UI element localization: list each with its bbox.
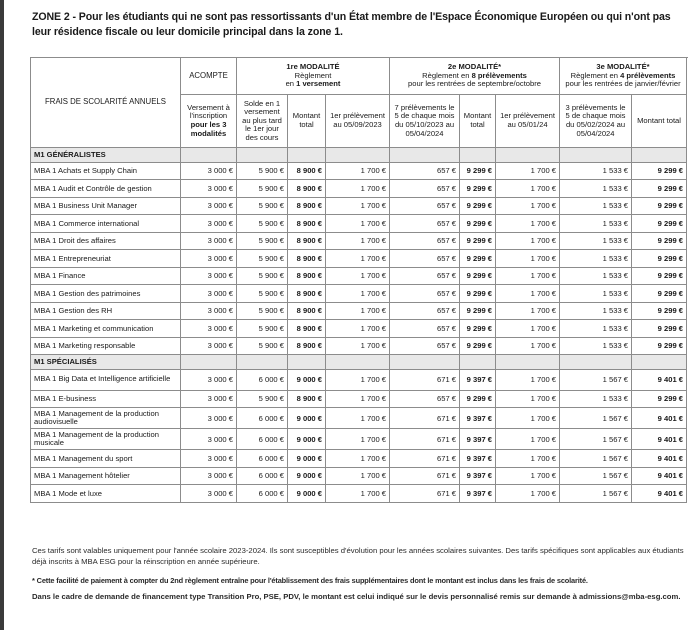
fee-cell: 1 700 € xyxy=(496,232,560,250)
fee-cell: 9 299 € xyxy=(460,267,496,285)
program-name: MBA 1 Marketing et communication xyxy=(31,320,181,338)
fee-cell: 9 397 € xyxy=(460,369,496,390)
footer-note-payment: * Cette facilité de paiement à compter du 2nd règlement entraîne pour l'établissement des frais supplémentaires dont le montant est inclus dans les frais de scolarité. xyxy=(32,576,588,585)
fee-cell: 1 567 € xyxy=(560,429,632,450)
fee-cell: 1 700 € xyxy=(496,180,560,198)
fee-cell: 657 € xyxy=(390,390,460,408)
fee-cell: 1 700 € xyxy=(326,215,390,233)
program-name: MBA 1 Achats et Supply Chain xyxy=(31,162,181,180)
fee-cell: 3 000 € xyxy=(181,337,237,355)
fee-cell: 9 397 € xyxy=(460,467,496,485)
section-empty-cell xyxy=(496,355,560,370)
fee-cell: 3 000 € xyxy=(181,197,237,215)
fee-cell: 9 299 € xyxy=(460,320,496,338)
fee-cell: 5 900 € xyxy=(237,180,288,198)
fee-cell: 1 700 € xyxy=(326,180,390,198)
fee-cell: 3 000 € xyxy=(181,250,237,268)
section-row xyxy=(31,148,687,163)
mod2-line3: pour les rentrées de septembre/octobre xyxy=(408,79,541,89)
fee-cell: 657 € xyxy=(390,180,460,198)
fee-cell: 9 000 € xyxy=(288,467,326,485)
fee-cell: 9 299 € xyxy=(460,180,496,198)
fee-cell: 9 401 € xyxy=(632,467,687,485)
footer-note-validity: Ces tarifs sont valables uniquement pour l'année scolaire 2023-2024. Ils sont susceptibles d'évolution pour les années scolaires suivantes. Des tarifs spécifiques sont applicables aux étudiants déjà inscrits à MBA ESG pour la réinscription en année supérieure. xyxy=(32,546,684,566)
header-mod3-total: Montant total xyxy=(632,95,687,148)
fee-cell: 1 533 € xyxy=(560,162,632,180)
fee-cell: 8 900 € xyxy=(288,197,326,215)
fee-cell: 3 000 € xyxy=(181,302,237,320)
header-mod3-monthly: 3 prélèvements le 5 de chaque mois du 05/02/2024 au 05/04/2024 xyxy=(560,95,632,148)
fee-cell: 9 299 € xyxy=(460,197,496,215)
fee-cell: 1 533 € xyxy=(560,197,632,215)
mod3-title: 3e MODALITÉ* xyxy=(596,62,650,72)
fee-cell: 9 299 € xyxy=(632,390,687,408)
fee-cell: 9 299 € xyxy=(632,232,687,250)
fee-cell: 9 397 € xyxy=(460,408,496,429)
fee-cell: 1 700 € xyxy=(496,197,560,215)
mod2-line2: Règlement en 8 prélèvements xyxy=(422,70,527,80)
fee-cell: 5 900 € xyxy=(237,337,288,355)
fee-cell: 1 567 € xyxy=(560,485,632,503)
section-empty-cell xyxy=(390,355,460,370)
fee-cell: 1 533 € xyxy=(560,285,632,303)
fee-cell: 9 000 € xyxy=(288,369,326,390)
fee-cell: 1 700 € xyxy=(326,197,390,215)
fee-cell: 5 900 € xyxy=(237,390,288,408)
fee-cell: 1 700 € xyxy=(326,467,390,485)
fee-cell: 1 700 € xyxy=(496,390,560,408)
fee-cell: 1 700 € xyxy=(326,337,390,355)
fee-cell: 3 000 € xyxy=(181,429,237,450)
header-mod1 xyxy=(237,58,390,95)
section-empty-cell xyxy=(288,148,326,163)
left-border-line xyxy=(0,0,4,630)
fee-cell: 9 299 € xyxy=(460,250,496,268)
fees-body xyxy=(31,148,687,503)
fee-cell: 3 000 € xyxy=(181,467,237,485)
program-name: MBA 1 Big Data et Intelligence artificielle xyxy=(31,369,181,390)
header-mod1-total: Montant total xyxy=(288,95,326,148)
fee-cell: 3 000 € xyxy=(181,408,237,429)
fee-cell: 9 401 € xyxy=(632,408,687,429)
program-name: MBA 1 Gestion des patrimoines xyxy=(31,285,181,303)
table-row xyxy=(31,215,687,233)
program-name: MBA 1 Entrepreneuriat xyxy=(31,250,181,268)
fee-cell: 9 299 € xyxy=(460,285,496,303)
fee-cell: 9 000 € xyxy=(288,450,326,468)
fee-cell: 8 900 € xyxy=(288,302,326,320)
fee-cell: 5 900 € xyxy=(237,250,288,268)
fee-cell: 1 700 € xyxy=(326,162,390,180)
header-mod2 xyxy=(390,58,560,95)
program-name: MBA 1 Finance xyxy=(31,267,181,285)
fee-cell: 1 700 € xyxy=(326,250,390,268)
fee-cell: 9 397 € xyxy=(460,429,496,450)
fee-cell: 9 000 € xyxy=(288,485,326,503)
table-row xyxy=(31,250,687,268)
program-name: MBA 1 Management hôtelier xyxy=(31,467,181,485)
fees-table xyxy=(30,57,687,503)
fee-cell: 1 700 € xyxy=(496,320,560,338)
program-name: MBA 1 E-business xyxy=(31,390,181,408)
fee-cell: 3 000 € xyxy=(181,180,237,198)
section-empty-cell xyxy=(288,355,326,370)
table-row xyxy=(31,162,687,180)
fee-cell: 9 397 € xyxy=(460,450,496,468)
fee-cell: 3 000 € xyxy=(181,390,237,408)
fee-cell: 9 299 € xyxy=(460,302,496,320)
fee-cell: 671 € xyxy=(390,429,460,450)
fee-cell: 8 900 € xyxy=(288,180,326,198)
table-row xyxy=(31,429,687,450)
footer-note-financing: Dans le cadre de demande de financement type Transition Pro, PSE, PDV, le montant est celui indiqué sur le devis personnalisé remis sur demande à admissions@mba-esg.com. xyxy=(32,592,681,601)
mod1-line3: en 1 versement xyxy=(285,79,341,89)
section-empty-cell xyxy=(326,148,390,163)
fee-cell: 1 533 € xyxy=(560,267,632,285)
fee-cell: 1 700 € xyxy=(326,232,390,250)
table-row xyxy=(31,302,687,320)
fee-cell: 9 299 € xyxy=(632,320,687,338)
fee-cell: 5 900 € xyxy=(237,302,288,320)
fee-cell: 8 900 € xyxy=(288,267,326,285)
fee-cell: 9 299 € xyxy=(632,197,687,215)
fee-cell: 9 299 € xyxy=(632,250,687,268)
section-label: M1 SPÉCIALISÉS xyxy=(31,355,181,370)
table-row xyxy=(31,337,687,355)
fee-cell: 8 900 € xyxy=(288,162,326,180)
fee-cell: 9 401 € xyxy=(632,485,687,503)
fee-cell: 3 000 € xyxy=(181,162,237,180)
fee-cell: 3 000 € xyxy=(181,450,237,468)
fee-cell: 671 € xyxy=(390,450,460,468)
zone-title: ZONE 2 - Pour les étudiants qui ne sont pas ressortissants d'un État membre de l'Espace Économique Européen ou qui n'ont pas leur résidence fiscale ou leur domicile principal dans la zone 1. xyxy=(32,11,671,38)
fee-cell: 1 533 € xyxy=(560,215,632,233)
fee-cell: 5 900 € xyxy=(237,285,288,303)
table-row xyxy=(31,369,687,390)
fee-cell: 1 700 € xyxy=(326,320,390,338)
fee-cell: 6 000 € xyxy=(237,429,288,450)
fee-cell: 1 533 € xyxy=(560,250,632,268)
fee-cell: 9 299 € xyxy=(632,337,687,355)
fee-cell: 5 900 € xyxy=(237,232,288,250)
program-name: MBA 1 Commerce international xyxy=(31,215,181,233)
fee-cell: 1 700 € xyxy=(496,250,560,268)
fee-cell: 1 700 € xyxy=(326,285,390,303)
fee-cell: 9 299 € xyxy=(632,285,687,303)
section-row xyxy=(31,355,687,370)
fee-cell: 1 567 € xyxy=(560,450,632,468)
table-row xyxy=(31,450,687,468)
fee-cell: 657 € xyxy=(390,267,460,285)
table-row xyxy=(31,390,687,408)
header-mod2-monthly: 7 prélèvements le 5 de chaque mois du 05/10/2023 au 05/04/2024 xyxy=(390,95,460,148)
fee-cell: 1 533 € xyxy=(560,390,632,408)
fee-cell: 3 000 € xyxy=(181,320,237,338)
fee-cell: 5 900 € xyxy=(237,215,288,233)
fee-cell: 5 900 € xyxy=(237,320,288,338)
fee-cell: 1 700 € xyxy=(326,429,390,450)
fee-cell: 8 900 € xyxy=(288,250,326,268)
header-mod2-first: 1er prélèvement au 05/09/2023 xyxy=(326,95,390,148)
fee-cell: 6 000 € xyxy=(237,485,288,503)
fee-cell: 8 900 € xyxy=(288,285,326,303)
fee-cell: 1 567 € xyxy=(560,467,632,485)
fee-cell: 9 299 € xyxy=(460,162,496,180)
section-empty-cell xyxy=(632,355,687,370)
fee-cell: 9 299 € xyxy=(632,180,687,198)
fee-cell: 8 900 € xyxy=(288,320,326,338)
section-empty-cell xyxy=(181,355,237,370)
fee-cell: 657 € xyxy=(390,162,460,180)
fee-cell: 1 533 € xyxy=(560,180,632,198)
section-empty-cell xyxy=(390,148,460,163)
section-empty-cell xyxy=(560,148,632,163)
fee-cell: 9 299 € xyxy=(632,162,687,180)
header-acompte: ACOMPTE xyxy=(181,58,237,95)
header-mod2-total: Montant total xyxy=(460,95,496,148)
fee-cell: 657 € xyxy=(390,302,460,320)
header-mod3-first: 1er prélèvement au 05/01/24 xyxy=(496,95,560,148)
mod1-title: 1re MODALITÉ xyxy=(286,62,340,72)
fee-cell: 3 000 € xyxy=(181,485,237,503)
fee-cell: 8 900 € xyxy=(288,390,326,408)
fee-cell: 1 700 € xyxy=(496,337,560,355)
fee-cell: 1 700 € xyxy=(496,162,560,180)
fee-cell: 671 € xyxy=(390,369,460,390)
fee-cell: 1 700 € xyxy=(496,267,560,285)
fee-cell: 657 € xyxy=(390,320,460,338)
fee-cell: 1 533 € xyxy=(560,320,632,338)
fee-cell: 8 900 € xyxy=(288,215,326,233)
fee-cell: 9 299 € xyxy=(460,215,496,233)
section-empty-cell xyxy=(560,355,632,370)
fee-cell: 9 299 € xyxy=(632,267,687,285)
fee-cell: 3 000 € xyxy=(181,285,237,303)
fee-cell: 1 567 € xyxy=(560,369,632,390)
fee-cell: 1 533 € xyxy=(560,232,632,250)
fee-cell: 657 € xyxy=(390,337,460,355)
fee-cell: 3 000 € xyxy=(181,267,237,285)
fee-cell: 1 700 € xyxy=(496,408,560,429)
fee-cell: 5 900 € xyxy=(237,267,288,285)
fee-cell: 1 700 € xyxy=(326,267,390,285)
program-name: MBA 1 Droit des affaires xyxy=(31,232,181,250)
fee-cell: 671 € xyxy=(390,408,460,429)
section-empty-cell xyxy=(460,355,496,370)
program-name: MBA 1 Mode et luxe xyxy=(31,485,181,503)
fee-cell: 6 000 € xyxy=(237,450,288,468)
fee-cell: 9 299 € xyxy=(460,232,496,250)
fee-cell: 657 € xyxy=(390,285,460,303)
fee-cell: 657 € xyxy=(390,197,460,215)
table-row xyxy=(31,267,687,285)
table-row xyxy=(31,180,687,198)
header-mod1-solde: Solde en 1 versement au plus tard le 1er jour des cours xyxy=(237,95,288,148)
fee-cell: 5 900 € xyxy=(237,162,288,180)
fee-cell: 1 700 € xyxy=(496,369,560,390)
fee-cell: 9 299 € xyxy=(632,302,687,320)
table-row xyxy=(31,197,687,215)
table-row xyxy=(31,285,687,303)
fee-cell: 6 000 € xyxy=(237,408,288,429)
section-label: M1 GÉNÉRALISTES xyxy=(31,148,181,163)
fee-cell: 3 000 € xyxy=(181,232,237,250)
mod1-line2: Règlement xyxy=(294,70,332,80)
fee-cell: 1 700 € xyxy=(496,215,560,233)
fee-cell: 1 700 € xyxy=(496,429,560,450)
header-row-label: FRAIS DE SCOLARITÉ ANNUELS xyxy=(31,58,181,148)
fee-cell: 9 299 € xyxy=(632,215,687,233)
fee-cell: 657 € xyxy=(390,215,460,233)
table-row xyxy=(31,467,687,485)
fee-cell: 1 700 € xyxy=(496,302,560,320)
fee-cell: 8 900 € xyxy=(288,232,326,250)
fee-cell: 671 € xyxy=(390,467,460,485)
header-mod3 xyxy=(560,58,687,95)
program-name: MBA 1 Management de la production musicale xyxy=(31,429,181,450)
table-row xyxy=(31,408,687,429)
section-empty-cell xyxy=(237,148,288,163)
mod2-title: 2e MODALITÉ* xyxy=(447,62,502,72)
fee-cell: 6 000 € xyxy=(237,369,288,390)
fee-cell: 1 700 € xyxy=(326,485,390,503)
fee-cell: 657 € xyxy=(390,232,460,250)
fee-cell: 9 401 € xyxy=(632,450,687,468)
table-row xyxy=(31,320,687,338)
fee-cell: 1 700 € xyxy=(496,285,560,303)
fee-cell: 671 € xyxy=(390,485,460,503)
fee-cell: 9 000 € xyxy=(288,429,326,450)
fee-cell: 1 700 € xyxy=(326,390,390,408)
fee-cell: 9 299 € xyxy=(460,337,496,355)
fee-cell: 9 401 € xyxy=(632,429,687,450)
header-acompte-sub: Versement à l'inscription pour les 3 modalités xyxy=(181,95,237,148)
table-row xyxy=(31,232,687,250)
mod3-line2: Règlement en 4 prélèvements xyxy=(570,70,676,80)
section-empty-cell xyxy=(181,148,237,163)
program-name: MBA 1 Audit et Contrôle de gestion xyxy=(31,180,181,198)
section-empty-cell xyxy=(496,148,560,163)
fee-cell: 1 533 € xyxy=(560,337,632,355)
section-empty-cell xyxy=(237,355,288,370)
fee-cell: 1 700 € xyxy=(496,467,560,485)
fee-cell: 3 000 € xyxy=(181,369,237,390)
fee-cell: 1 533 € xyxy=(560,302,632,320)
fee-cell: 9 397 € xyxy=(460,485,496,503)
section-empty-cell xyxy=(460,148,496,163)
fee-cell: 657 € xyxy=(390,250,460,268)
fee-cell: 6 000 € xyxy=(237,467,288,485)
fee-cell: 8 900 € xyxy=(288,337,326,355)
program-name: MBA 1 Marketing responsable xyxy=(31,337,181,355)
fee-cell: 1 567 € xyxy=(560,408,632,429)
mod3-line3: pour les rentrées de janvier/février xyxy=(565,79,681,89)
fee-cell: 1 700 € xyxy=(496,485,560,503)
program-name: MBA 1 Business Unit Manager xyxy=(31,197,181,215)
fee-cell: 1 700 € xyxy=(496,450,560,468)
program-name: MBA 1 Management du sport xyxy=(31,450,181,468)
fee-cell: 9 299 € xyxy=(460,390,496,408)
fee-cell: 1 700 € xyxy=(326,302,390,320)
section-empty-cell xyxy=(326,355,390,370)
fee-cell: 5 900 € xyxy=(237,197,288,215)
fee-cell: 1 700 € xyxy=(326,408,390,429)
fee-cell: 3 000 € xyxy=(181,215,237,233)
program-name: MBA 1 Management de la production audiovisuelle xyxy=(31,408,181,429)
section-empty-cell xyxy=(632,148,687,163)
fee-cell: 1 700 € xyxy=(326,369,390,390)
fee-cell: 9 000 € xyxy=(288,408,326,429)
program-name: MBA 1 Gestion des RH xyxy=(31,302,181,320)
fee-cell: 1 700 € xyxy=(326,450,390,468)
fee-cell: 9 401 € xyxy=(632,369,687,390)
table-row xyxy=(31,485,687,503)
